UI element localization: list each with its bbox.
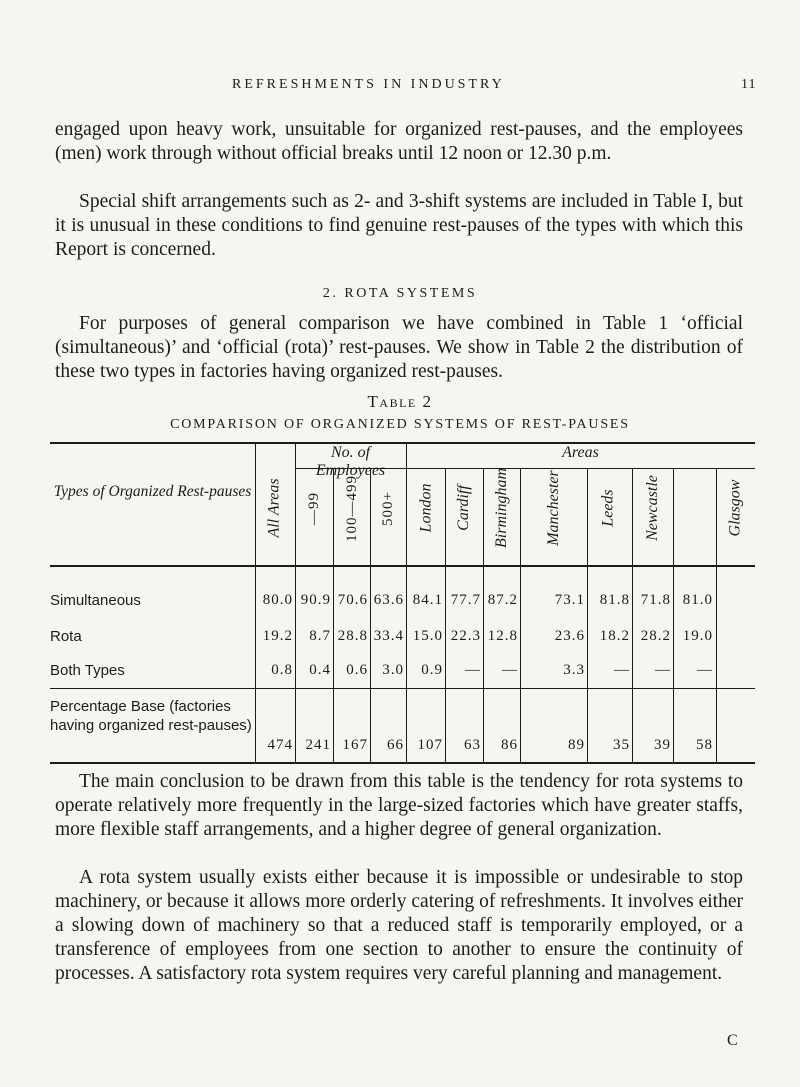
running-head <box>0 77 800 103</box>
base-row-rule <box>50 688 755 689</box>
header-bottom-rule <box>50 565 755 567</box>
group-header-employees: No. of Employees <box>315 444 386 479</box>
table-cell: 15.0 <box>412 628 443 644</box>
col-header-glasgow: Glasgow <box>726 479 743 537</box>
base-cell: 58 <box>696 737 713 753</box>
paragraph-4: The main conclusion to be drawn from this table is the tendency for rota systems to operate relatively more frequently in the large-sized factories which have greater staffs, more flexible staff arrangements, and a higher degree of general organization. <box>55 771 743 840</box>
page-number: 11 <box>741 77 757 92</box>
col-header-all-areas: All Areas <box>266 478 284 538</box>
table-cell: 12.8 <box>487 628 518 644</box>
col-header-100-499: 100—499 <box>343 474 360 542</box>
data-table <box>50 442 755 764</box>
paragraph-3: For purposes of general comparison we have combined in Table 1 ‘official (simultaneous)’ and ‘official (rota)’ rest-pauses. We show in Table 2 the distribution of these two types in factories having organized rest-pauses. <box>55 313 743 382</box>
table-bottom-rule <box>50 762 755 764</box>
col-header-london: London <box>417 483 434 533</box>
group-header-areas: Areas <box>562 444 599 461</box>
running-head-title: REFRESHMENTS IN INDUSTRY <box>232 77 505 92</box>
table-cell: 8.7 <box>309 628 331 644</box>
col-header-leeds: Leeds <box>599 489 617 527</box>
table-cell: — <box>655 662 671 678</box>
row-label-base-line1: Percentage Base (factories <box>50 698 231 715</box>
row-header-label: Types of Organized Rest-pauses <box>53 483 252 500</box>
base-cell: 86 <box>501 737 518 753</box>
col-rule <box>673 468 674 762</box>
base-cell: 107 <box>417 737 443 753</box>
row-label-base-line2: having organized rest-pauses) <box>50 717 252 734</box>
paragraph-5: A rota system usually exists either because it is impossible or undesirable to stop machinery, or because it allows more orderly catering of refreshments. It involves either a slowing down of machinery so that a reduced staff is temporarily employed, or a transference of employees from one section to another to ensure the continuity of processes. A satisfactory rota system requires very careful planning and management. <box>55 867 743 984</box>
col-header-manchester: Manchester <box>545 470 562 546</box>
paragraph-1: engaged upon heavy work, unsuitable for organized rest-pauses, and the employees (men) work through without official breaks until 12 noon or 12.30 p.m. <box>55 119 743 164</box>
signature-mark: C <box>727 1032 738 1049</box>
base-cell: 39 <box>654 737 671 753</box>
table-cell: 19.2 <box>262 628 293 644</box>
table-label: Table 2 <box>367 392 433 411</box>
table-cell: — <box>614 662 630 678</box>
table-cell: 23.6 <box>554 628 585 644</box>
table-cell: 84.1 <box>412 592 443 608</box>
table-cell: 28.8 <box>337 628 368 644</box>
table-cell: 90.9 <box>300 592 331 608</box>
base-cell: 66 <box>387 737 404 753</box>
col-header-500-plus: 500+ <box>379 490 396 526</box>
table-cell: 71.8 <box>640 592 671 608</box>
base-cell: 35 <box>613 737 630 753</box>
table-cell: 0.4 <box>309 662 331 678</box>
table-cell: 63.6 <box>373 592 404 608</box>
table-cell: 77.7 <box>450 592 481 608</box>
col-rule <box>632 468 633 762</box>
table-cell: 19.0 <box>682 628 713 644</box>
table-cell: 81.0 <box>682 592 713 608</box>
table-cell: 3.3 <box>563 662 585 678</box>
row-label-both-types: Both Types <box>50 662 125 679</box>
table-cell: 28.2 <box>640 628 671 644</box>
table-cell: 0.6 <box>346 662 368 678</box>
row-label-simultaneous: Simultaneous <box>50 592 141 609</box>
table-cell: 73.1 <box>554 592 585 608</box>
base-cell: 167 <box>342 737 368 753</box>
col-header-birmingham: Birmingham <box>493 468 510 548</box>
table-caption: COMPARISON OF ORGANIZED SYSTEMS OF REST-PAUSES <box>170 417 630 432</box>
table-cell: — <box>465 662 481 678</box>
table-cell: 81.8 <box>599 592 630 608</box>
col-header-under-100: —99 <box>305 491 322 525</box>
base-cell: 474 <box>267 737 293 753</box>
table-cell: 33.4 <box>373 628 404 644</box>
base-cell: 241 <box>305 737 331 753</box>
col-rule <box>587 468 588 762</box>
col-header-newcastle: Newcastle <box>644 475 662 541</box>
table-cell: 0.8 <box>271 662 293 678</box>
base-cell: 89 <box>568 737 585 753</box>
row-label-rota: Rota <box>50 628 82 645</box>
table-cell: — <box>502 662 518 678</box>
table-cell: 80.0 <box>262 592 293 608</box>
table-cell: 70.6 <box>337 592 368 608</box>
col-header-cardiff: Cardiff <box>455 485 473 531</box>
table-cell: 22.3 <box>450 628 481 644</box>
paragraph-2: Special shift arrangements such as 2- and 3-shift systems are included in Table I, but it is unusual in these conditions to find genuine rest-pauses of the types with which this Report is concerned. <box>55 191 743 260</box>
base-cell: 63 <box>464 737 481 753</box>
table-cell: 0.9 <box>421 662 443 678</box>
table-cell: 3.0 <box>382 662 404 678</box>
table-cell: 18.2 <box>599 628 630 644</box>
table-cell: 87.2 <box>487 592 518 608</box>
section-heading: 2. ROTA SYSTEMS <box>322 286 478 301</box>
table-cell: — <box>697 662 713 678</box>
